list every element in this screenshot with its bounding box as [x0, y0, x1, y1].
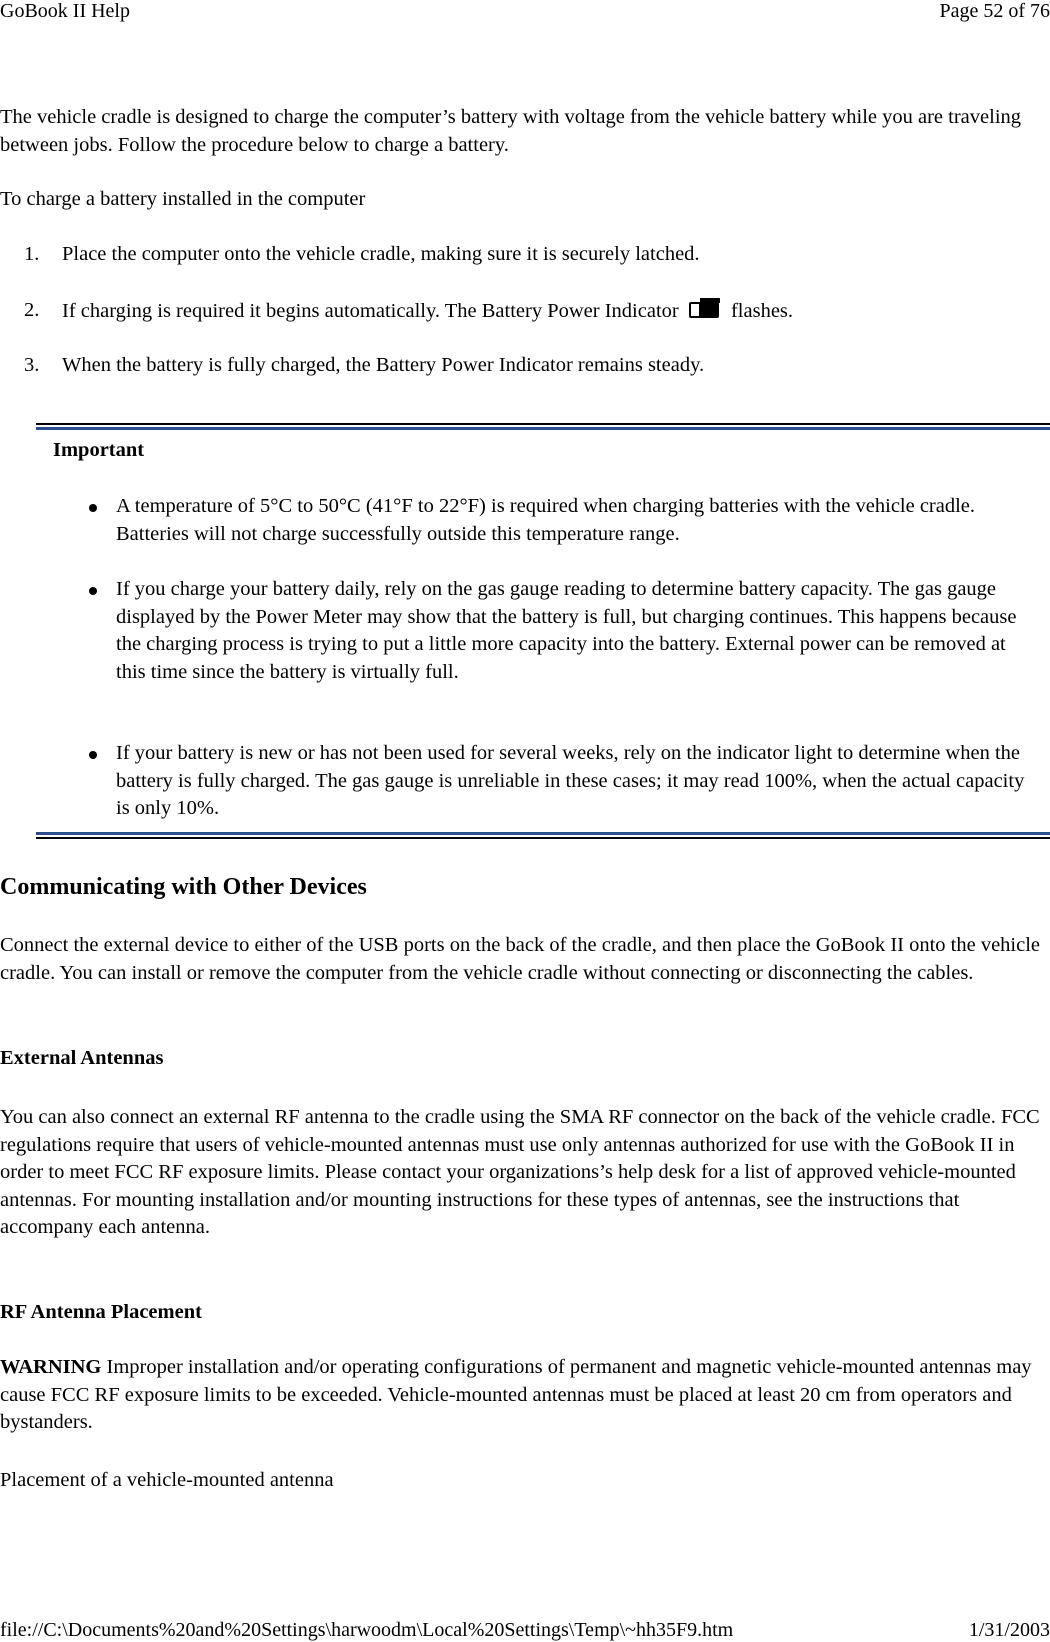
warning-label: WARNING	[0, 1356, 102, 1378]
step-text: When the battery is fully charged, the Battery Power Indicator remains steady.	[62, 354, 705, 376]
important-top-rule-accent	[36, 427, 1050, 430]
bullet-icon	[89, 504, 97, 512]
bullet-icon	[89, 587, 97, 595]
procedure-title: To charge a battery installed in the computer	[0, 188, 366, 210]
communicating-heading: Communicating with Other Devices	[0, 874, 367, 900]
important-bottom-rule	[36, 837, 1050, 839]
footer-file-path: file://C:\Documents%20and%20Settings\harwoodm\Local%20Settings\Temp\~hh35F9.htm	[0, 1619, 734, 1641]
warning-paragraph	[0, 1354, 1044, 1437]
step-text-before: If charging is required it begins automatically. The Battery Power Indicator	[62, 300, 679, 322]
bullet-text: If your battery is new or has not been used for several weeks, rely on the indicator light to determine when the battery is fully charged. The gas gauge is unreliable in these cases; it may read 100%, when the actual capacity is only 10%.	[116, 742, 1025, 819]
step-number: 2.	[24, 299, 40, 321]
step-text-after: flashes.	[730, 300, 794, 322]
bullet-text: A temperature of 5°C to 50°C (41°F to 22°F) is required when charging batteries with the vehicle cradle. Batteries will not charge successfully outside this temperature range.	[116, 495, 976, 545]
important-bottom-rule-accent	[36, 832, 1050, 835]
battery-power-indicator-icon	[688, 297, 722, 328]
step-text: Place the computer onto the vehicle cradle, making sure it is securely latched.	[62, 243, 700, 265]
warning-text: Improper installation and/or operating configurations of permanent and magnetic vehicle-mounted antennas may cause FCC RF exposure limits to be exceeded. Vehicle-mounted antennas must be placed at least 20 cm from operators and bystanders.	[0, 1356, 1032, 1433]
step-number: 1.	[24, 243, 40, 265]
footer-date: 1/31/2003	[968, 1619, 1050, 1641]
placement-heading: RF Antenna Placement	[0, 1301, 202, 1323]
placement-caption: Placement of a vehicle-mounted antenna	[0, 1469, 334, 1491]
page-number: Page 52 of 76	[939, 0, 1050, 22]
bullet-icon	[89, 751, 97, 759]
antennas-heading: External Antennas	[0, 1047, 164, 1069]
intro-paragraph: The vehicle cradle is designed to charge the computer’s battery with voltage from the vehicle battery while you are traveling between jobs. Follow the procedure below to charge a battery.	[0, 106, 1022, 156]
important-heading: Important	[53, 439, 145, 461]
important-top-rule	[36, 423, 1050, 425]
step-number: 3.	[24, 354, 40, 376]
step-text	[62, 297, 793, 328]
antennas-paragraph: You can also connect an external RF antenna to the cradle using the SMA RF connector on the back of the vehicle cradle. FCC regulations require that users of vehicle-mounted antennas must use only antennas authorized for use with the GoBook II in order to meet FCC RF exposure limits. Please contact your organizations’s help desk for a list of approved vehicle-mounted antennas. For mounting installation and/or mounting instructions for these types of antennas, see the instructions that accompany each antenna.	[0, 1106, 1040, 1238]
bullet-text: If you charge your battery daily, rely on the gas gauge reading to determine battery capacity. The gas gauge displayed by the Power Meter may show that the battery is full, but charging continues. This happens because the charging process is trying to put a little more capacity into the battery. External power can be removed at this time since the battery is virtually full.	[116, 578, 1017, 683]
help-title: GoBook II Help	[0, 0, 130, 22]
communicating-paragraph: Connect the external device to either of the USB ports on the back of the cradle, and then place the GoBook II onto the vehicle cradle. You can install or remove the computer from the vehicle cradle without connecting or disconnecting the cables.	[0, 934, 1041, 984]
